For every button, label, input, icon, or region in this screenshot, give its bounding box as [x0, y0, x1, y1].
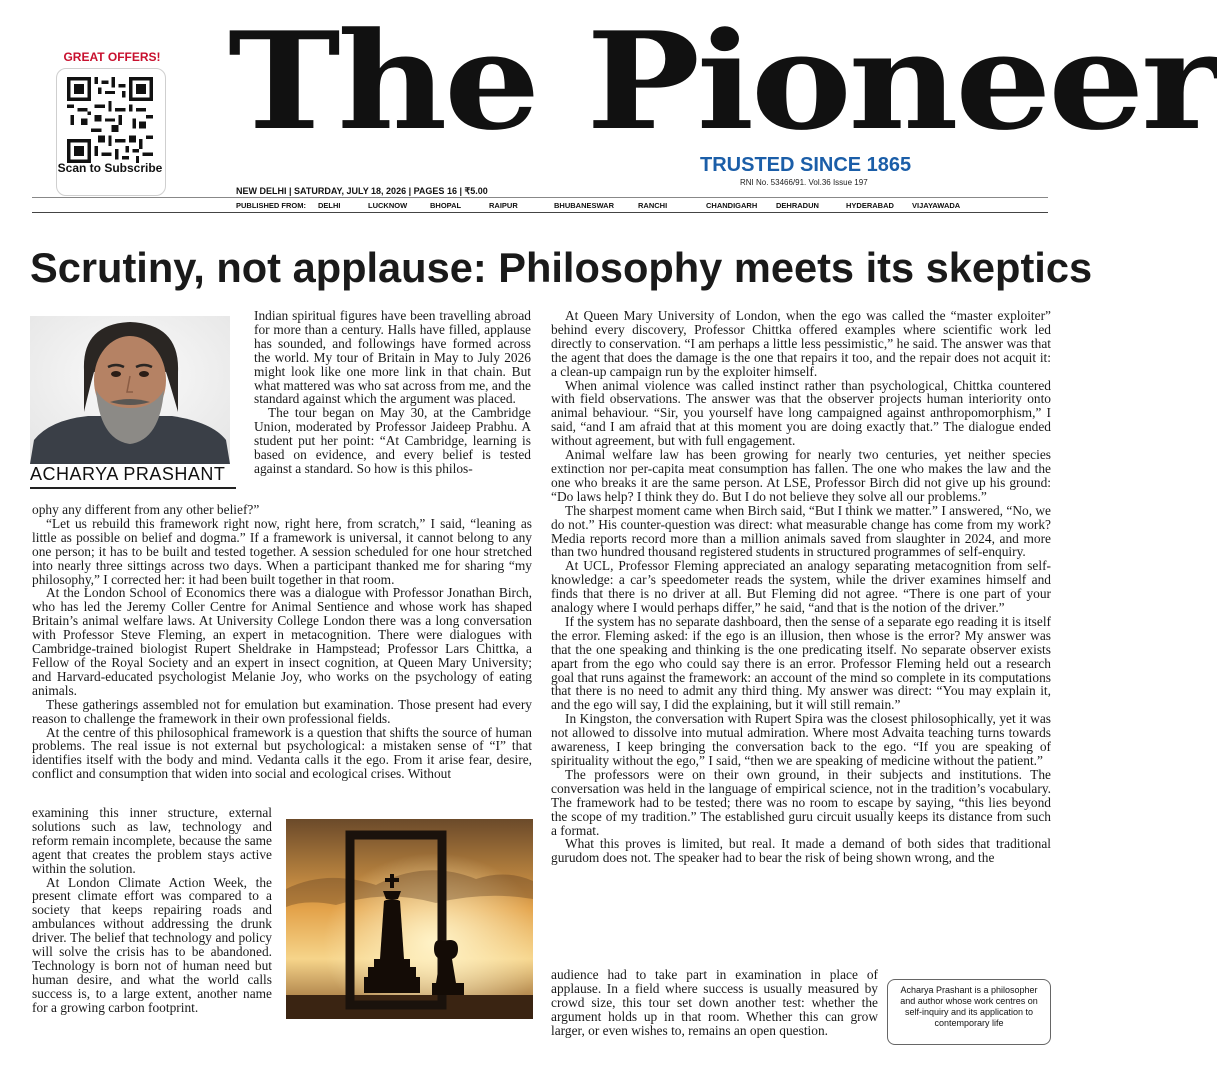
article-column — [551, 309, 1051, 865]
edition-city: VIJAYAWADA — [912, 201, 961, 210]
article-paragraph: ophy any different from any other belief?” — [32, 502, 260, 517]
edition-city: RANCHI — [638, 201, 668, 210]
article-paragraph: At London Climate Action Week, the present climate effort was compared to a society that keeps repairing roads and ambulances without addressing the drunk driver. The belief that technology and policy will solve the crisis has to be abandoned. Technology is born not of human need but human desire, and what the world calls success is, to a large extent, another name for a growing carbon footprint. — [32, 874, 272, 1015]
rni-number: RNI No. 53466/91. Vol.36 Issue 197 — [740, 178, 868, 187]
great-offers-label: GREAT OFFERS! — [63, 50, 161, 64]
dateline: NEW DELHI | SATURDAY, JULY 18, 2026 | PAGES 16 | ₹5.00 — [236, 186, 488, 196]
author-photo — [30, 316, 230, 464]
article-paragraph: The tour began on May 30, at the Cambridge Union, moderated by Professor Jaideep Prabhu. A student put her point: “At Cambridge, learning is based on evidence, and every belief is tested against a standard. So how is this philos- — [254, 405, 531, 476]
article-paragraph: In Kingston, the conversation with Rupert Spira was the closest philosophically, yet it was not allowed to dissolve into mutual admiration. Where most Advaita teaching turns towards awareness, I keep bringing the conversation back to the ego. “If you are speaking of spirituality without the ego,” I said, “then we are speaking of medicine without the patient.” — [551, 711, 1051, 768]
article-paragraph: At Queen Mary University of London, when the ego was called the “master exploiter” behind every discovery, Professor Chittka offered examples where scientific work led directly to conservation. “I am perhaps a little less pessimistic,” he said. The answer was that the agent that does the damage is the one that repairs it too, and the repair does not acquit it: a clean-up campaign run by the exploiter himself. — [551, 308, 1051, 379]
article-paragraph: What this proves is limited, but real. It made a demand of both sides that traditional gurudom does not. The speaker had to bear the risk of being shown wrong, and the — [551, 836, 1051, 866]
article-paragraph: If the system has no separate dashboard, then the sense of a separate ego reading it is itself the error. Fleming asked: if the ego is an illusion, then whose is the error? My answer was that the one speaking and thinking is the one predicating itself. No separate observer exists apart from the ego who could say there is an error. Professor Fleming held out a research goal that runs against the framework: an account of the mind so complete in its computations that there is no need to admit any third thing. My answer was direct: “You may explain it, and the ego will say, I did the explaining, but it will still remain.” — [551, 613, 1051, 713]
article-paragraph: Animal welfare law has been growing for nearly two centuries, yet neither species extinction nor per-capita meat consumption has fallen. The one who makes the law and the one who breaks it are the same person. At LSE, Professor Birch did not give up his ground: “Do laws help? I think they do. But I do not believe they solve all our problems.” — [551, 447, 1051, 504]
divider — [32, 197, 1048, 198]
article-paragraph: examining this inner structure, external solutions such as law, technology and reform remain incomplete, because the same agent that creates the problem stays active within the solution. — [32, 805, 272, 876]
article-paragraph: These gatherings assembled not for emulation but examination. Those present had every reason to challenge the framework in their own professional fields. — [32, 696, 532, 726]
newspaper-logo: The Pioneer — [228, 2, 1217, 160]
article-paragraph: At the centre of this philosophical framework is a question that shifts the source of human problems. The real issue is not external but psychological: a mistaken sense of “I” that identifies itself with the body and mind. Vedanta calls it the ego. From it arise fear, desire, conflict and consumption that widen into social and ecological crises. Without — [32, 724, 532, 782]
divider — [32, 212, 1048, 213]
scan-to-subscribe-label[interactable]: Scan to Subscribe — [57, 161, 163, 175]
edition-city: RAIPUR — [489, 201, 518, 210]
edition-city: DELHI — [318, 201, 341, 210]
edition-city: CHANDIGARH — [706, 201, 758, 210]
article-paragraph: The sharpest moment came when Birch said, “But I think we matter.” I answered, “No, we do not.” His counter-question was direct: what measurable change has come from my work? Media reports record more than a million animals saved from slaughter in 2024, and more than two hundred thousand registered students in structured programmes of self-enquiry. — [551, 502, 1051, 560]
article-column — [254, 309, 531, 476]
article-paragraph: Indian spiritual figures have been travelling abroad for more than a century. Halls have filled, applause has sounded, and followings have formed across the world. My tour of Britain in May to July 2026 might look like one more link in that chain. But what mattered was who sat across from me, and the standard against which the argument was placed. — [254, 308, 531, 407]
article-paragraph: At UCL, Professor Fleming appreciated an analogy separating metacognition from self-knowledge: a car’s speedometer reads the system, while the driver examines himself and finds that there is no driver at all. But Fleming did not agree. “There is one part of your analogy where I would perhaps differ,” he said, “and that is the notion of the driver.” — [551, 558, 1051, 616]
edition-city: DEHRADUN — [776, 201, 819, 210]
article-headline: Scrutiny, not applause: Philosophy meets its skeptics — [30, 244, 1093, 291]
author-byline: ACHARYA PRASHANT — [30, 464, 226, 484]
qr-code-icon[interactable] — [67, 77, 153, 163]
article-paragraph: At the London School of Economics there was a dialogue with Professor Jonathan Birch, who has led the Jeremy Coller Centre for Animal Sentience and whose work has shaped Britain’s animal welfare laws. At University College London there was a long conversation with Professor Steve Fleming, an expert in metacognition. There were dialogues with Cambridge-trained biologist Rupert Sheldrake in Hampstead; Professor Lars Chittka, a Fellow of the Royal Society and an expert in insect cognition, at Queen Mary University; and Harvard-educated psychologist Melanie Joy, who works on the psychology of eating animals. — [32, 585, 532, 698]
edition-city: BHOPAL — [430, 201, 462, 210]
article-paragraph: “Let us rebuild this framework right now, right here, from scratch,” I said, “leaning as little as possible on belief and dogma.” If a framework is universal, it cannot belong to any one person; it has to be built and tested together. A session scheduled for one hour stretched into nearly three sittings across two days. When a participant thanked me for sharing “my philosophy,” I corrected her: it had been built together in that room. — [32, 515, 532, 587]
chess-mirror-image — [286, 819, 533, 1019]
article-column — [32, 503, 532, 781]
author-bio-box: Acharya Prashant is a philosopher and author whose work centres on self-inquiry and its application to contemporary life — [887, 979, 1051, 1045]
article-paragraph: audience had to take part in examination in place of applause. In a field where success is usually measured by crowd size, this tour set down another test: whether the argument holds up in that room. Whether this can grow larger, or even wishes to, remains an open question. — [551, 967, 878, 1038]
edition-city: LUCKNOW — [368, 201, 408, 210]
article-paragraph: When animal violence was called instinct rather than psychological, Chittka countered with field observations. The answer was that the observer projects human interiority onto animal behaviour. “Sir, you yourself have long campaigned against anthropomorphism,” I said, “and I am afraid that at this moment you are doing exactly that.” The dialogue ended without agreement, but with full engagement. — [551, 377, 1051, 449]
tagline: TRUSTED SINCE 1865 — [700, 154, 912, 176]
article-paragraph: The professors were on their own ground, in their subjects and institutions. The conversation was held in the language of empirical science, not in the tradition’s vocabulary. The framework had to be tested; there was no room to escape by saying, “this lies beyond the scope of my tradition.” The established guru circuit usually keeps its distance from such a format. — [551, 766, 1051, 838]
article-column — [551, 968, 878, 1038]
article-column — [32, 806, 272, 1015]
edition-city: HYDERABAD — [846, 201, 894, 210]
edition-city: BHUBANESWAR — [554, 201, 614, 210]
divider — [30, 487, 236, 489]
published-from-label: PUBLISHED FROM: — [236, 201, 306, 210]
